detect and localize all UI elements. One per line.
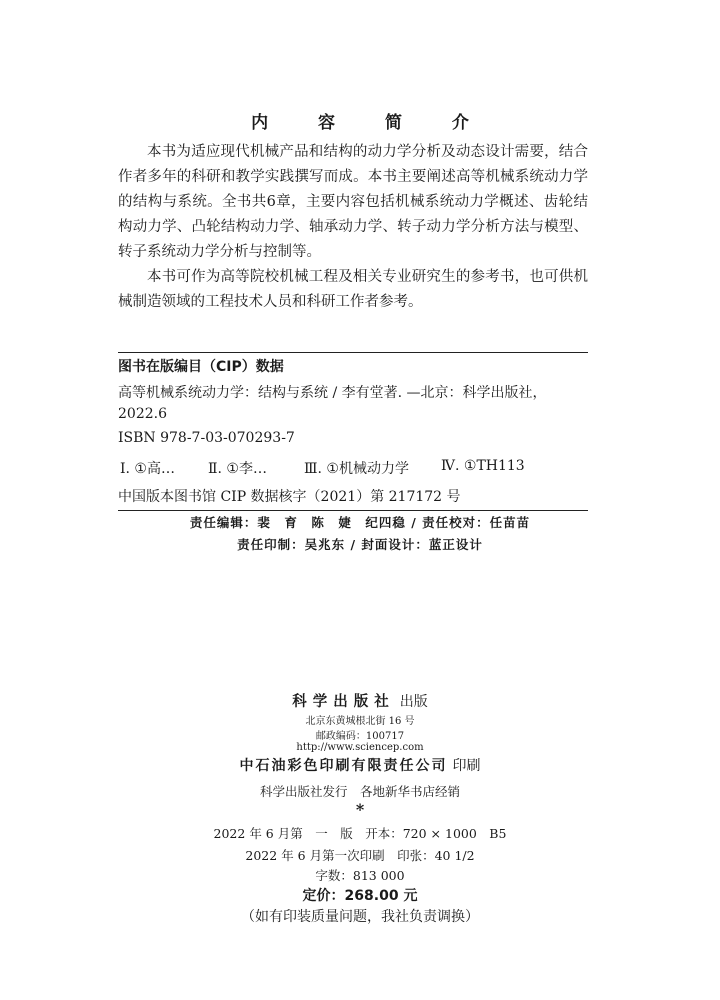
classification-1: Ⅰ. ①高… (120, 461, 175, 477)
classification-2: Ⅱ. ①李… (208, 461, 267, 477)
editors-line-2: 责任印制：吴兆东 / 封面设计：蓝正设计 (237, 537, 483, 552)
intro-paragraph-2: 本书可作为高等院校机械工程及相关专业研究生的参考书，也可供机械制造领域的工程技术人员和科研工作者参考。 (118, 269, 588, 310)
separator-star: * (355, 800, 365, 819)
publisher-url: http://www.sciencep.com (296, 742, 424, 753)
price: 定价：268.00 元 (302, 888, 418, 904)
quality-notice: （如有印装质量问题，我社负责调换） (241, 909, 479, 925)
publisher-postcode: 邮政编码：100717 (315, 731, 405, 742)
printer-suffix: 印刷 (452, 758, 481, 774)
cip-heading: 图书在版编目（CIP）数据 (118, 359, 284, 375)
publisher-line (0, 690, 720, 711)
classification-3: Ⅲ. ①机械动力学 (304, 461, 409, 477)
classification-4: Ⅳ. ①TH113 (441, 458, 525, 474)
publisher-name-logo: 科学出版社 (292, 693, 395, 710)
cip-title-line: 高等机械系统动力学：结构与系统 / 李有堂著. —北京：科学出版社， (118, 385, 547, 401)
cip-top-rule (118, 352, 588, 353)
intro-text (118, 140, 588, 315)
publisher-address: 北京东黄城根北街 16 号 (305, 716, 415, 727)
publisher-suffix: 出版 (399, 694, 428, 710)
cip-classification (120, 458, 525, 478)
printing-line: 2022 年 6 月第一次印刷 印张：40 1/2 (245, 848, 475, 863)
word-count: 字数：813 000 (315, 868, 405, 883)
editors-line-1: 责任编辑：裴 育 陈 婕 纪四稳 / 责任校对：任苗苗 (189, 515, 531, 530)
cip-number: 中国版本图书馆 CIP 数据核字（2021）第 217172 号 (118, 489, 461, 505)
cip-isbn: ISBN 978-7-03-070293-7 (118, 430, 295, 446)
intro-title: 内 容 简 介 (251, 113, 491, 133)
cip-year-line: 2022.6 (118, 406, 167, 422)
cip-bottom-rule (118, 510, 588, 511)
printer-name: 中石油彩色印刷有限责任公司 (239, 758, 448, 774)
intro-paragraph-1: 本书为适应现代机械产品和结构的动力学分析及动态设计需要，结合作者多年的科研和教学实践撰写而成。本书主要阐述高等机械系统动力学的结构与系统。全书共6章，主要内容包括机械系统动力学概述、齿轮结构动力学、凸轮结构动力学、轴承动力学、转子动力学分析方法与模型、转子系统动力学分析与控制等。 (118, 144, 588, 260)
printer-line (0, 755, 720, 775)
distribution: 科学出版社发行 各地新华书店经销 (259, 784, 460, 799)
edition-line: 2022 年 6 月第 一 版 开本：720 × 1000 B5 (213, 826, 507, 841)
